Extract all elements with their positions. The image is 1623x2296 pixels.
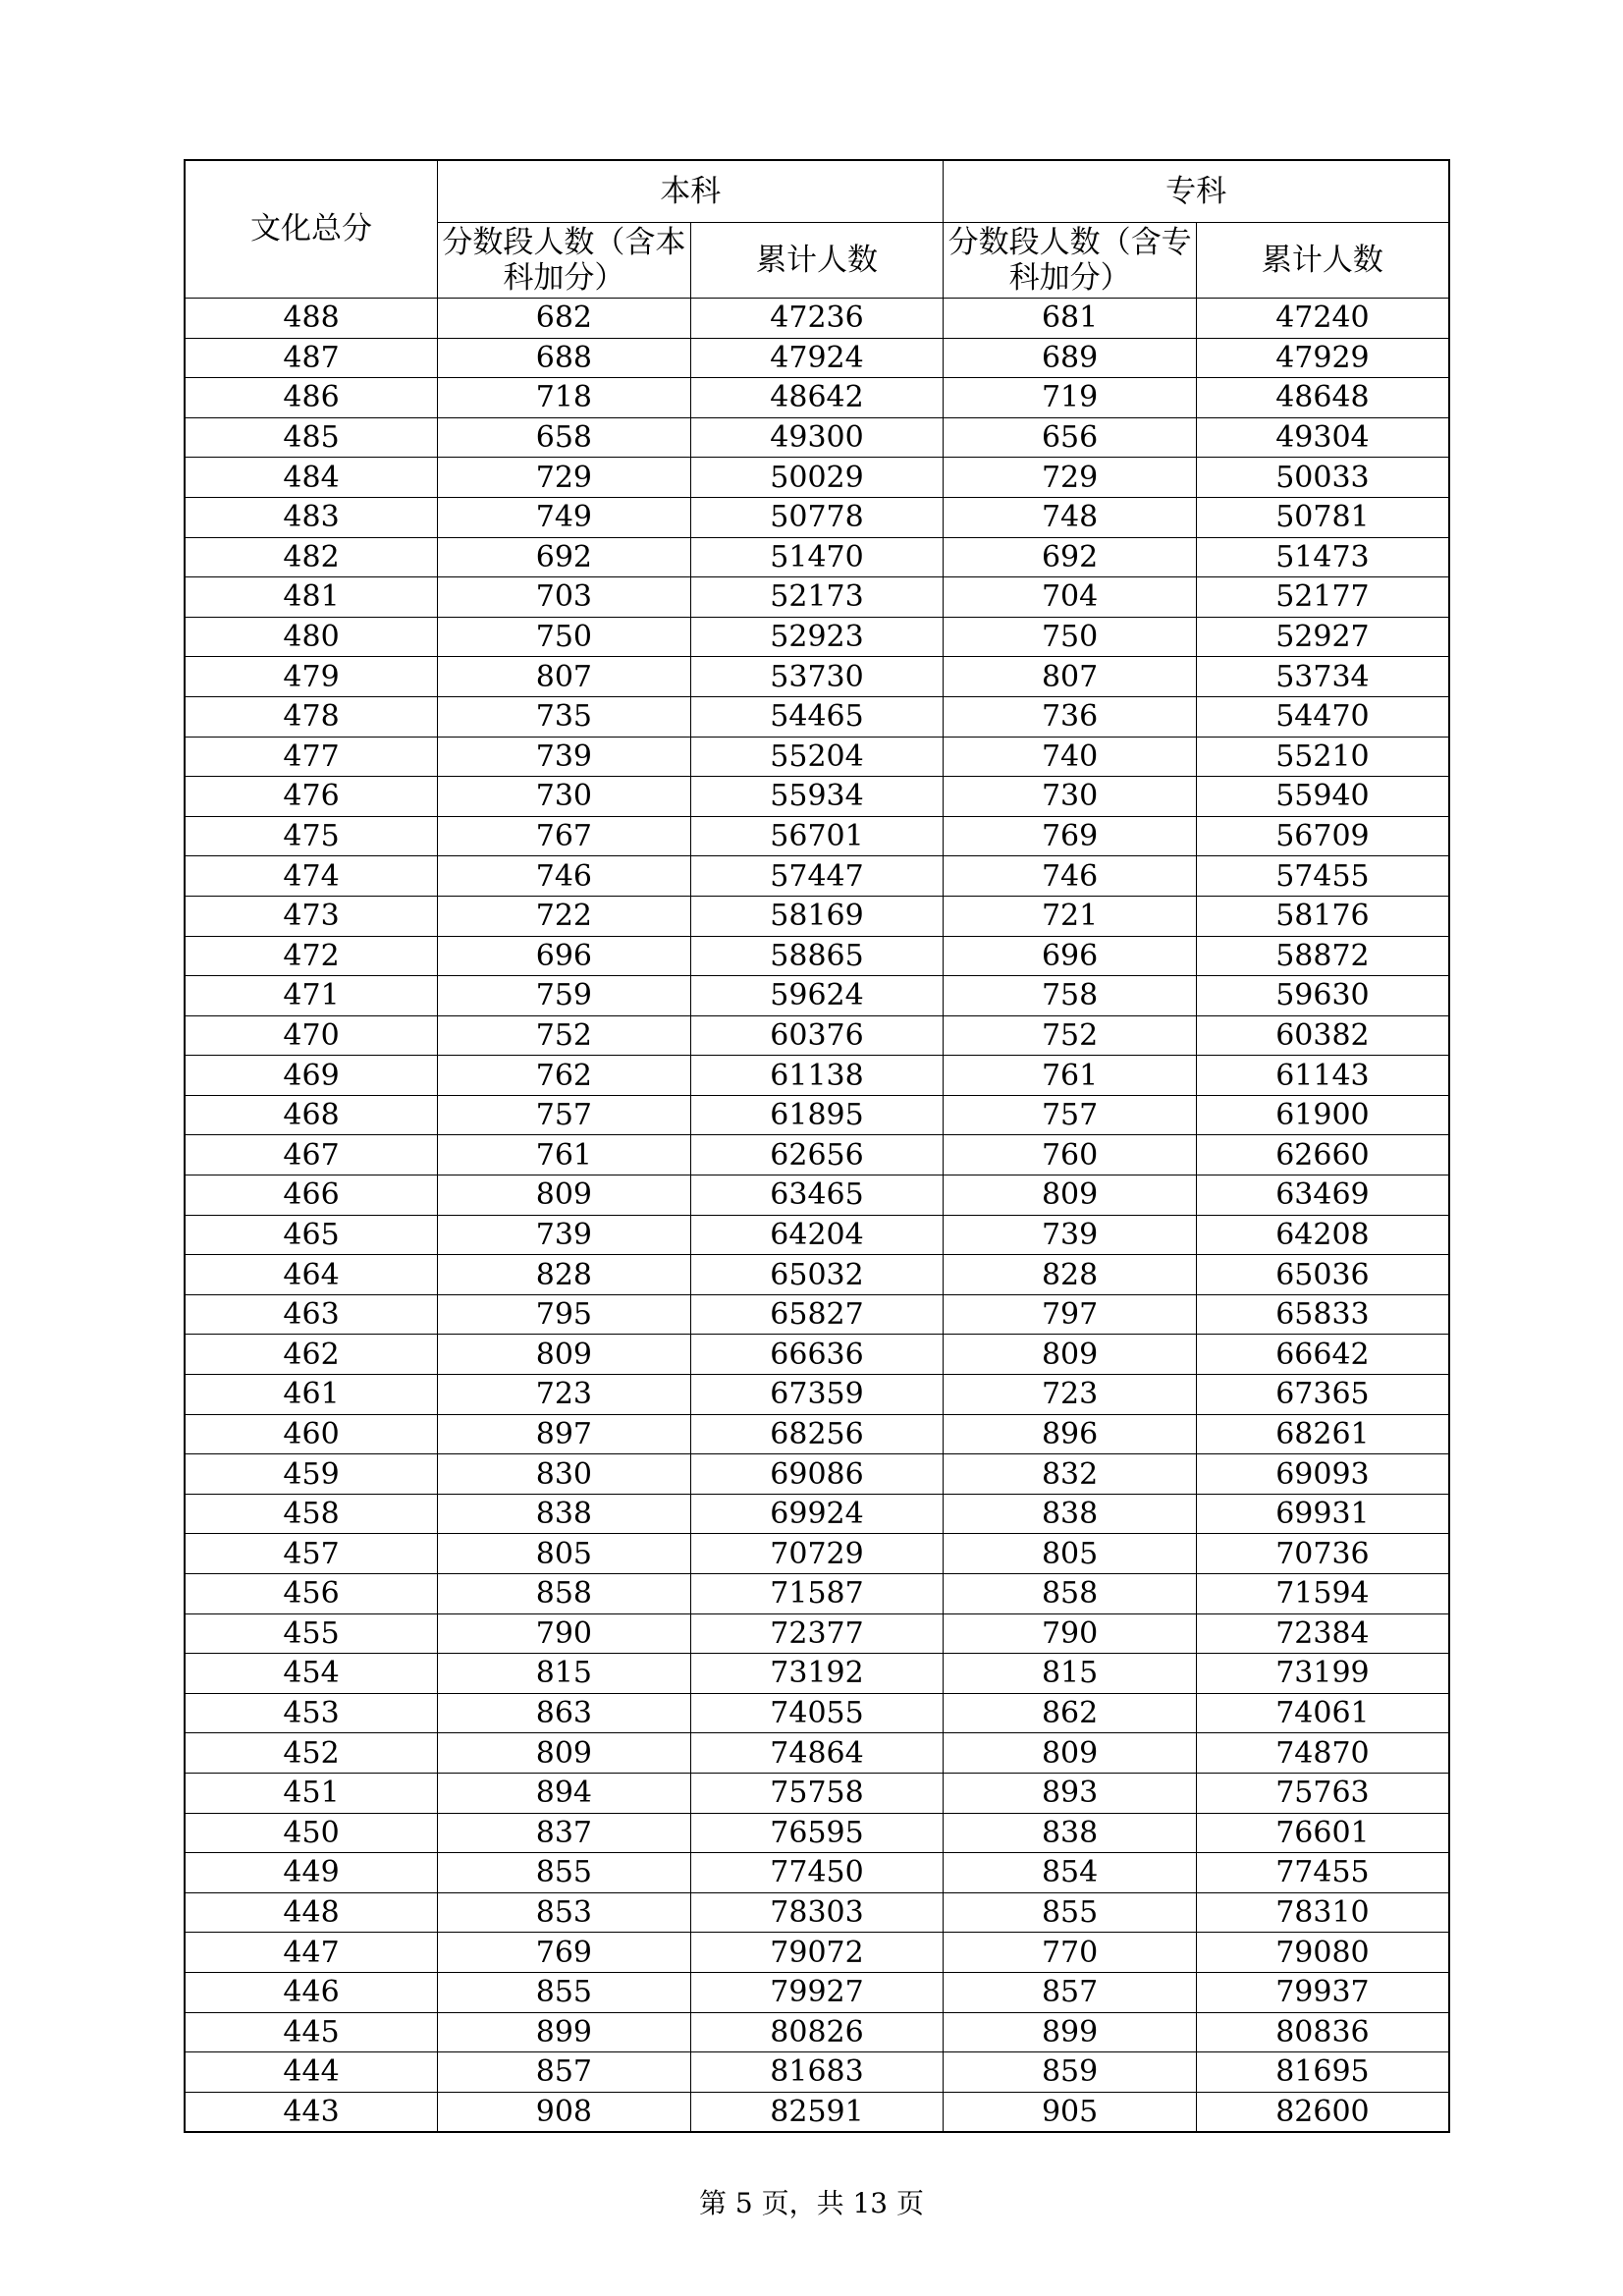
cell-voc-cumulative: 52177 bbox=[1196, 577, 1449, 618]
cell-voc-cumulative: 49304 bbox=[1196, 417, 1449, 458]
table-row bbox=[185, 1813, 1449, 1853]
cell-ug-segment: 746 bbox=[438, 856, 691, 897]
table-row bbox=[185, 1933, 1449, 1973]
table-row bbox=[185, 1056, 1449, 1096]
cell-voc-cumulative: 74870 bbox=[1196, 1733, 1449, 1774]
cell-ug-cumulative: 78303 bbox=[690, 1892, 944, 1933]
header-voc-segment: 分数段人数（含专科加分） bbox=[944, 223, 1197, 299]
cell-score: 464 bbox=[185, 1255, 438, 1295]
cell-ug-segment: 857 bbox=[438, 2052, 691, 2093]
cell-voc-segment: 809 bbox=[944, 1175, 1197, 1216]
cell-voc-cumulative: 53734 bbox=[1196, 657, 1449, 697]
cell-ug-cumulative: 73192 bbox=[690, 1654, 944, 1694]
cell-score: 459 bbox=[185, 1454, 438, 1495]
table-row bbox=[185, 1534, 1449, 1574]
cell-voc-segment: 770 bbox=[944, 1933, 1197, 1973]
cell-voc-segment: 723 bbox=[944, 1375, 1197, 1415]
cell-score: 480 bbox=[185, 617, 438, 657]
cell-voc-segment: 896 bbox=[944, 1414, 1197, 1454]
cell-ug-cumulative: 79927 bbox=[690, 1972, 944, 2012]
cell-ug-segment: 897 bbox=[438, 1414, 691, 1454]
cell-voc-segment: 740 bbox=[944, 737, 1197, 777]
cell-score: 488 bbox=[185, 299, 438, 339]
table-row bbox=[185, 537, 1449, 577]
table-row bbox=[185, 696, 1449, 737]
cell-voc-segment: 736 bbox=[944, 696, 1197, 737]
table-row bbox=[185, 1892, 1449, 1933]
cell-ug-segment: 757 bbox=[438, 1095, 691, 1135]
cell-ug-segment: 830 bbox=[438, 1454, 691, 1495]
cell-ug-segment: 739 bbox=[438, 737, 691, 777]
cell-voc-segment: 828 bbox=[944, 1255, 1197, 1295]
cell-ug-segment: 722 bbox=[438, 896, 691, 936]
cell-ug-segment: 815 bbox=[438, 1654, 691, 1694]
table-row bbox=[185, 1175, 1449, 1216]
header-voc-cumulative: 累计人数 bbox=[1196, 223, 1449, 299]
cell-voc-segment: 739 bbox=[944, 1215, 1197, 1255]
table-row bbox=[185, 1375, 1449, 1415]
cell-ug-cumulative: 76595 bbox=[690, 1813, 944, 1853]
cell-voc-cumulative: 79080 bbox=[1196, 1933, 1449, 1973]
table-row bbox=[185, 497, 1449, 537]
cell-voc-cumulative: 58176 bbox=[1196, 896, 1449, 936]
cell-score: 446 bbox=[185, 1972, 438, 2012]
cell-ug-segment: 692 bbox=[438, 537, 691, 577]
table-row bbox=[185, 856, 1449, 897]
cell-score: 484 bbox=[185, 458, 438, 498]
cell-voc-cumulative: 61900 bbox=[1196, 1095, 1449, 1135]
cell-score: 473 bbox=[185, 896, 438, 936]
table-row bbox=[185, 1654, 1449, 1694]
cell-voc-cumulative: 79937 bbox=[1196, 1972, 1449, 2012]
table-row bbox=[185, 737, 1449, 777]
cell-ug-segment: 658 bbox=[438, 417, 691, 458]
cell-score: 455 bbox=[185, 1613, 438, 1654]
cell-score: 445 bbox=[185, 2012, 438, 2052]
cell-voc-cumulative: 70736 bbox=[1196, 1534, 1449, 1574]
cell-score: 467 bbox=[185, 1135, 438, 1175]
table-row bbox=[185, 896, 1449, 936]
score-distribution-table bbox=[184, 159, 1450, 2133]
cell-score: 468 bbox=[185, 1095, 438, 1135]
cell-ug-segment: 809 bbox=[438, 1175, 691, 1216]
cell-voc-segment: 859 bbox=[944, 2052, 1197, 2093]
cell-ug-cumulative: 74864 bbox=[690, 1733, 944, 1774]
cell-ug-segment: 769 bbox=[438, 1933, 691, 1973]
cell-voc-cumulative: 69093 bbox=[1196, 1454, 1449, 1495]
cell-voc-segment: 729 bbox=[944, 458, 1197, 498]
cell-score: 447 bbox=[185, 1933, 438, 1973]
cell-voc-segment: 746 bbox=[944, 856, 1197, 897]
cell-score: 471 bbox=[185, 976, 438, 1016]
cell-voc-cumulative: 52927 bbox=[1196, 617, 1449, 657]
table-row bbox=[185, 976, 1449, 1016]
cell-score: 450 bbox=[185, 1813, 438, 1853]
cell-voc-segment: 769 bbox=[944, 816, 1197, 856]
header-score: 文化总分 bbox=[185, 160, 438, 299]
cell-ug-segment: 688 bbox=[438, 338, 691, 378]
cell-score: 443 bbox=[185, 2092, 438, 2132]
cell-ug-cumulative: 82591 bbox=[690, 2092, 944, 2132]
cell-score: 451 bbox=[185, 1773, 438, 1813]
cell-ug-cumulative: 72377 bbox=[690, 1613, 944, 1654]
cell-voc-segment: 858 bbox=[944, 1574, 1197, 1614]
table-row bbox=[185, 1972, 1449, 2012]
cell-score: 454 bbox=[185, 1654, 438, 1694]
cell-score: 463 bbox=[185, 1294, 438, 1335]
cell-ug-segment: 855 bbox=[438, 1853, 691, 1893]
cell-ug-cumulative: 52173 bbox=[690, 577, 944, 618]
cell-score: 482 bbox=[185, 537, 438, 577]
cell-ug-cumulative: 77450 bbox=[690, 1853, 944, 1893]
cell-ug-cumulative: 69086 bbox=[690, 1454, 944, 1495]
cell-score: 470 bbox=[185, 1015, 438, 1056]
cell-voc-cumulative: 51473 bbox=[1196, 537, 1449, 577]
cell-voc-cumulative: 58872 bbox=[1196, 936, 1449, 976]
cell-voc-segment: 832 bbox=[944, 1454, 1197, 1495]
cell-voc-segment: 719 bbox=[944, 378, 1197, 418]
cell-ug-segment: 730 bbox=[438, 777, 691, 817]
cell-voc-segment: 893 bbox=[944, 1773, 1197, 1813]
cell-score: 472 bbox=[185, 936, 438, 976]
cell-score: 476 bbox=[185, 777, 438, 817]
page-footer: 第 5 页，共 13 页 bbox=[698, 2187, 925, 2219]
cell-voc-cumulative: 82600 bbox=[1196, 2092, 1449, 2132]
cell-voc-cumulative: 80836 bbox=[1196, 2012, 1449, 2052]
cell-voc-segment: 757 bbox=[944, 1095, 1197, 1135]
cell-ug-segment: 809 bbox=[438, 1733, 691, 1774]
cell-voc-segment: 696 bbox=[944, 936, 1197, 976]
cell-ug-cumulative: 52923 bbox=[690, 617, 944, 657]
cell-ug-cumulative: 58169 bbox=[690, 896, 944, 936]
cell-score: 461 bbox=[185, 1375, 438, 1415]
header-row-group bbox=[185, 160, 1449, 223]
cell-score: 487 bbox=[185, 338, 438, 378]
table-row bbox=[185, 657, 1449, 697]
cell-score: 483 bbox=[185, 497, 438, 537]
cell-voc-segment: 750 bbox=[944, 617, 1197, 657]
cell-voc-segment: 761 bbox=[944, 1056, 1197, 1096]
cell-ug-segment: 723 bbox=[438, 1375, 691, 1415]
header-vocational: 专科 bbox=[944, 160, 1449, 223]
cell-ug-segment: 767 bbox=[438, 816, 691, 856]
cell-voc-segment: 692 bbox=[944, 537, 1197, 577]
header-undergraduate: 本科 bbox=[438, 160, 944, 223]
table-row bbox=[185, 338, 1449, 378]
cell-ug-cumulative: 59624 bbox=[690, 976, 944, 1016]
cell-score: 453 bbox=[185, 1693, 438, 1733]
cell-voc-cumulative: 75763 bbox=[1196, 1773, 1449, 1813]
cell-score: 456 bbox=[185, 1574, 438, 1614]
table-row bbox=[185, 1773, 1449, 1813]
header-ug-segment: 分数段人数（含本科加分） bbox=[438, 223, 691, 299]
header-ug-cumulative: 累计人数 bbox=[690, 223, 944, 299]
cell-ug-segment: 703 bbox=[438, 577, 691, 618]
cell-ug-cumulative: 80826 bbox=[690, 2012, 944, 2052]
table-row bbox=[185, 1574, 1449, 1614]
cell-ug-cumulative: 68256 bbox=[690, 1414, 944, 1454]
cell-voc-segment: 807 bbox=[944, 657, 1197, 697]
cell-ug-cumulative: 51470 bbox=[690, 537, 944, 577]
cell-voc-segment: 855 bbox=[944, 1892, 1197, 1933]
cell-score: 479 bbox=[185, 657, 438, 697]
cell-voc-segment: 809 bbox=[944, 1733, 1197, 1774]
cell-voc-cumulative: 76601 bbox=[1196, 1813, 1449, 1853]
table-row bbox=[185, 1255, 1449, 1295]
cell-ug-segment: 696 bbox=[438, 936, 691, 976]
table-row bbox=[185, 417, 1449, 458]
cell-voc-cumulative: 56709 bbox=[1196, 816, 1449, 856]
cell-voc-segment: 752 bbox=[944, 1015, 1197, 1056]
table-row bbox=[185, 1215, 1449, 1255]
cell-ug-segment: 795 bbox=[438, 1294, 691, 1335]
cell-ug-cumulative: 47236 bbox=[690, 299, 944, 339]
cell-voc-cumulative: 69931 bbox=[1196, 1494, 1449, 1534]
cell-voc-cumulative: 74061 bbox=[1196, 1693, 1449, 1733]
cell-ug-cumulative: 48642 bbox=[690, 378, 944, 418]
cell-ug-cumulative: 62656 bbox=[690, 1135, 944, 1175]
table-row bbox=[185, 1335, 1449, 1375]
cell-ug-segment: 718 bbox=[438, 378, 691, 418]
cell-voc-segment: 797 bbox=[944, 1294, 1197, 1335]
table-row bbox=[185, 936, 1449, 976]
cell-voc-segment: 760 bbox=[944, 1135, 1197, 1175]
cell-voc-segment: 809 bbox=[944, 1335, 1197, 1375]
table-row bbox=[185, 458, 1449, 498]
table-row bbox=[185, 816, 1449, 856]
cell-score: 477 bbox=[185, 737, 438, 777]
cell-voc-segment: 805 bbox=[944, 1534, 1197, 1574]
cell-voc-cumulative: 66642 bbox=[1196, 1335, 1449, 1375]
table-row bbox=[185, 1095, 1449, 1135]
cell-score: 478 bbox=[185, 696, 438, 737]
cell-ug-cumulative: 66636 bbox=[690, 1335, 944, 1375]
cell-ug-segment: 855 bbox=[438, 1972, 691, 2012]
table-row bbox=[185, 299, 1449, 339]
table-row bbox=[185, 617, 1449, 657]
cell-voc-cumulative: 57455 bbox=[1196, 856, 1449, 897]
cell-voc-segment: 689 bbox=[944, 338, 1197, 378]
cell-ug-segment: 805 bbox=[438, 1534, 691, 1574]
cell-voc-cumulative: 73199 bbox=[1196, 1654, 1449, 1694]
cell-ug-segment: 858 bbox=[438, 1574, 691, 1614]
cell-ug-cumulative: 71587 bbox=[690, 1574, 944, 1614]
cell-voc-segment: 721 bbox=[944, 896, 1197, 936]
cell-voc-cumulative: 67365 bbox=[1196, 1375, 1449, 1415]
cell-ug-segment: 899 bbox=[438, 2012, 691, 2052]
table-row bbox=[185, 1733, 1449, 1774]
cell-ug-cumulative: 61895 bbox=[690, 1095, 944, 1135]
cell-ug-segment: 762 bbox=[438, 1056, 691, 1096]
cell-voc-segment: 730 bbox=[944, 777, 1197, 817]
cell-ug-cumulative: 63465 bbox=[690, 1175, 944, 1216]
table-row bbox=[185, 1135, 1449, 1175]
cell-score: 462 bbox=[185, 1335, 438, 1375]
cell-ug-cumulative: 47924 bbox=[690, 338, 944, 378]
cell-score: 465 bbox=[185, 1215, 438, 1255]
cell-voc-cumulative: 72384 bbox=[1196, 1613, 1449, 1654]
table-row bbox=[185, 2052, 1449, 2093]
cell-ug-cumulative: 56701 bbox=[690, 816, 944, 856]
cell-voc-cumulative: 50781 bbox=[1196, 497, 1449, 537]
cell-voc-segment: 857 bbox=[944, 1972, 1197, 2012]
cell-voc-cumulative: 61143 bbox=[1196, 1056, 1449, 1096]
cell-voc-segment: 899 bbox=[944, 2012, 1197, 2052]
cell-ug-segment: 739 bbox=[438, 1215, 691, 1255]
cell-voc-segment: 758 bbox=[944, 976, 1197, 1016]
cell-ug-cumulative: 57447 bbox=[690, 856, 944, 897]
cell-voc-cumulative: 59630 bbox=[1196, 976, 1449, 1016]
cell-voc-cumulative: 47929 bbox=[1196, 338, 1449, 378]
cell-ug-segment: 790 bbox=[438, 1613, 691, 1654]
cell-voc-cumulative: 62660 bbox=[1196, 1135, 1449, 1175]
table-row bbox=[185, 1494, 1449, 1534]
cell-voc-cumulative: 64208 bbox=[1196, 1215, 1449, 1255]
table-row bbox=[185, 577, 1449, 618]
cell-score: 466 bbox=[185, 1175, 438, 1216]
cell-ug-segment: 837 bbox=[438, 1813, 691, 1853]
cell-score: 458 bbox=[185, 1494, 438, 1534]
cell-ug-segment: 749 bbox=[438, 497, 691, 537]
cell-voc-segment: 854 bbox=[944, 1853, 1197, 1893]
cell-ug-segment: 863 bbox=[438, 1693, 691, 1733]
cell-voc-cumulative: 48648 bbox=[1196, 378, 1449, 418]
cell-voc-cumulative: 50033 bbox=[1196, 458, 1449, 498]
cell-ug-cumulative: 53730 bbox=[690, 657, 944, 697]
cell-ug-cumulative: 65032 bbox=[690, 1255, 944, 1295]
cell-score: 469 bbox=[185, 1056, 438, 1096]
cell-ug-cumulative: 74055 bbox=[690, 1693, 944, 1733]
table-row bbox=[185, 1693, 1449, 1733]
cell-ug-cumulative: 64204 bbox=[690, 1215, 944, 1255]
cell-score: 475 bbox=[185, 816, 438, 856]
cell-score: 474 bbox=[185, 856, 438, 897]
cell-ug-segment: 838 bbox=[438, 1494, 691, 1534]
cell-ug-cumulative: 65827 bbox=[690, 1294, 944, 1335]
cell-voc-cumulative: 55210 bbox=[1196, 737, 1449, 777]
cell-ug-cumulative: 75758 bbox=[690, 1773, 944, 1813]
table-row bbox=[185, 2092, 1449, 2132]
cell-voc-cumulative: 65036 bbox=[1196, 1255, 1449, 1295]
cell-ug-segment: 735 bbox=[438, 696, 691, 737]
table-row bbox=[185, 1454, 1449, 1495]
cell-ug-segment: 809 bbox=[438, 1335, 691, 1375]
cell-voc-cumulative: 60382 bbox=[1196, 1015, 1449, 1056]
cell-ug-cumulative: 61138 bbox=[690, 1056, 944, 1096]
cell-ug-segment: 759 bbox=[438, 976, 691, 1016]
cell-ug-cumulative: 79072 bbox=[690, 1933, 944, 1973]
cell-voc-cumulative: 68261 bbox=[1196, 1414, 1449, 1454]
cell-ug-cumulative: 55204 bbox=[690, 737, 944, 777]
cell-voc-segment: 905 bbox=[944, 2092, 1197, 2132]
cell-ug-cumulative: 55934 bbox=[690, 777, 944, 817]
cell-ug-cumulative: 50029 bbox=[690, 458, 944, 498]
table-row bbox=[185, 2012, 1449, 2052]
cell-score: 486 bbox=[185, 378, 438, 418]
cell-voc-cumulative: 71594 bbox=[1196, 1574, 1449, 1614]
cell-voc-cumulative: 47240 bbox=[1196, 299, 1449, 339]
cell-voc-segment: 838 bbox=[944, 1494, 1197, 1534]
cell-ug-cumulative: 50778 bbox=[690, 497, 944, 537]
cell-ug-cumulative: 70729 bbox=[690, 1534, 944, 1574]
cell-ug-cumulative: 49300 bbox=[690, 417, 944, 458]
cell-voc-cumulative: 55940 bbox=[1196, 777, 1449, 817]
table-header bbox=[185, 160, 1449, 299]
cell-voc-segment: 704 bbox=[944, 577, 1197, 618]
cell-score: 460 bbox=[185, 1414, 438, 1454]
table-row bbox=[185, 1853, 1449, 1893]
cell-ug-cumulative: 60376 bbox=[690, 1015, 944, 1056]
cell-ug-segment: 682 bbox=[438, 299, 691, 339]
cell-ug-segment: 908 bbox=[438, 2092, 691, 2132]
cell-ug-segment: 752 bbox=[438, 1015, 691, 1056]
table-row bbox=[185, 1015, 1449, 1056]
cell-score: 457 bbox=[185, 1534, 438, 1574]
cell-score: 444 bbox=[185, 2052, 438, 2093]
cell-ug-cumulative: 69924 bbox=[690, 1494, 944, 1534]
cell-voc-segment: 681 bbox=[944, 299, 1197, 339]
cell-voc-cumulative: 54470 bbox=[1196, 696, 1449, 737]
cell-ug-cumulative: 54465 bbox=[690, 696, 944, 737]
cell-score: 452 bbox=[185, 1733, 438, 1774]
cell-score: 448 bbox=[185, 1892, 438, 1933]
cell-score: 449 bbox=[185, 1853, 438, 1893]
cell-ug-segment: 828 bbox=[438, 1255, 691, 1295]
cell-ug-segment: 853 bbox=[438, 1892, 691, 1933]
cell-voc-segment: 790 bbox=[944, 1613, 1197, 1654]
cell-score: 485 bbox=[185, 417, 438, 458]
cell-voc-cumulative: 81695 bbox=[1196, 2052, 1449, 2093]
cell-voc-cumulative: 77455 bbox=[1196, 1853, 1449, 1893]
table-row bbox=[185, 1294, 1449, 1335]
cell-voc-segment: 838 bbox=[944, 1813, 1197, 1853]
table-row bbox=[185, 378, 1449, 418]
cell-voc-segment: 656 bbox=[944, 417, 1197, 458]
cell-ug-cumulative: 67359 bbox=[690, 1375, 944, 1415]
cell-voc-cumulative: 65833 bbox=[1196, 1294, 1449, 1335]
cell-voc-cumulative: 63469 bbox=[1196, 1175, 1449, 1216]
table-body bbox=[185, 299, 1449, 2133]
cell-voc-segment: 862 bbox=[944, 1693, 1197, 1733]
cell-ug-segment: 807 bbox=[438, 657, 691, 697]
cell-ug-segment: 761 bbox=[438, 1135, 691, 1175]
cell-ug-cumulative: 81683 bbox=[690, 2052, 944, 2093]
table-row bbox=[185, 777, 1449, 817]
cell-voc-cumulative: 78310 bbox=[1196, 1892, 1449, 1933]
cell-ug-segment: 750 bbox=[438, 617, 691, 657]
table-row bbox=[185, 1414, 1449, 1454]
cell-ug-segment: 894 bbox=[438, 1773, 691, 1813]
cell-ug-cumulative: 58865 bbox=[690, 936, 944, 976]
cell-ug-segment: 729 bbox=[438, 458, 691, 498]
cell-voc-segment: 748 bbox=[944, 497, 1197, 537]
cell-score: 481 bbox=[185, 577, 438, 618]
cell-voc-segment: 815 bbox=[944, 1654, 1197, 1694]
table-row bbox=[185, 1613, 1449, 1654]
